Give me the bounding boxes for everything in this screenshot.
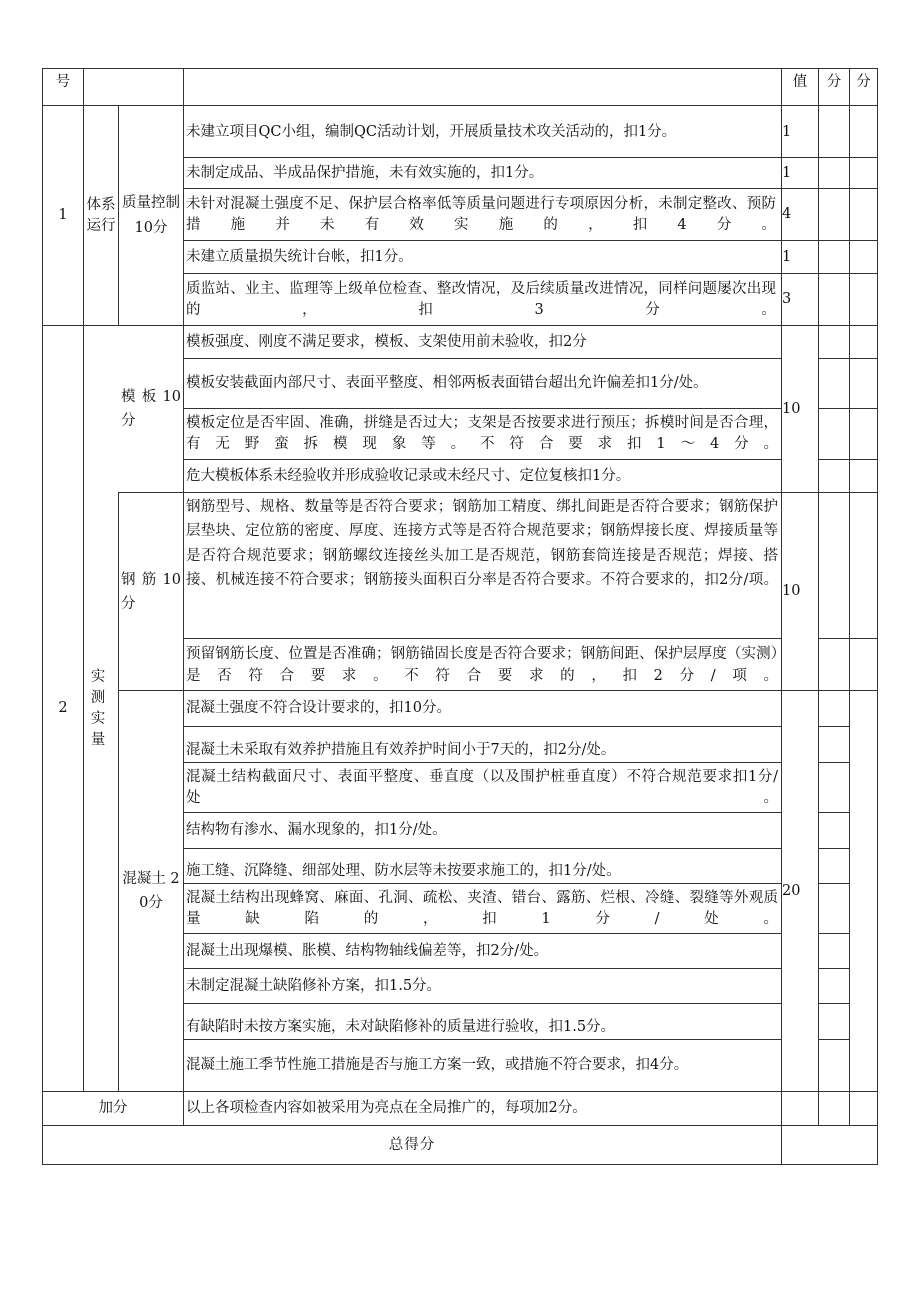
group-value: 10 (782, 400, 801, 417)
header-value: 值 (792, 73, 808, 90)
table-rule (183, 848, 781, 849)
criterion-value: 3 (782, 291, 792, 307)
table-rule (818, 812, 849, 813)
table-rule (818, 726, 849, 727)
criterion-text: 钢筋型号、规格、数量等是否符合要求；钢筋加工精度、绑扎间距是否符合要求；钢筋保护层垫块、定位筋的密度、厚度、连接方式等是否符合规范要求；钢筋焊接长度、焊接质量等是否符合规范要求；钢筋螺纹连接丝头加工是否规范，钢筋套筒连接是否规范；焊接、搭接、机械连接不符合要求；钢筋接头面积百分率是否符合要求。不符合要求的，扣2分/项。 (186, 499, 778, 588)
criterion-text: 混凝土未采取有效养护措施且有效养护时间小于7天的，扣2分/处。 (186, 742, 616, 758)
table-rule (818, 933, 849, 934)
criterion-text: 模板强度、刚度不满足要求，模板、支架使用前未验收，扣2分 (186, 334, 587, 350)
bonus-label: 加分 (98, 1100, 128, 1116)
section-category: 实测实量 (90, 668, 106, 748)
criterion-text: 质监站、业主、监理等上级单位检查、整改情况，及后续质量改进情况，同样问题屡次出现的，扣3分。 (186, 280, 776, 318)
table-rule (183, 68, 184, 1125)
table-rule (818, 1039, 849, 1040)
table-rule (183, 726, 781, 727)
header-no: 号 (55, 73, 71, 90)
criterion-text: 未建立项目QC小组，编制QC活动计划，开展质量技术攻关活动的，扣1分。 (186, 123, 677, 140)
table-rule (118, 492, 119, 1091)
table-rule (818, 358, 878, 359)
bonus-text: 以上各项检查内容如被采用为亮点在全局推广的，每项加2分。 (186, 1100, 587, 1116)
table-rule (42, 68, 878, 69)
criterion-text: 模板定位是否牢固、准确，拼缝是否过大；支架是否按要求进行预压；拆模时间是否合理，有无野蛮拆模现象等。不符合要求扣1～4分。 (186, 415, 778, 452)
table-rule (818, 968, 849, 969)
section-number: 2 (58, 700, 68, 716)
criterion-text: 模板安装截面内部尺寸、表面平整度、相邻两板表面错台超出允许偏差扣1分/处。 (186, 375, 708, 391)
criterion-text: 结构物有渗水、漏水现象的，扣1分/处。 (186, 822, 447, 838)
criterion-text: 混凝土施工季节性施工措施是否与施工方案一致，或措施不符合要求，扣4分。 (186, 1057, 689, 1073)
header-score: 分 (856, 73, 871, 90)
group-formwork: 模 板 10分 (121, 389, 181, 429)
section-category: 体系运行 (86, 196, 116, 234)
table-rule (118, 492, 878, 493)
criterion-text: 未针对混凝土强度不足、保护层合格率低等质量问题进行专项原因分析，未制定整改、预防措施并未有效实施的，扣4分。 (186, 195, 776, 233)
criterion-text: 有缺陷时未按方案实施，未对缺陷修补的质量进行验收，扣1.5分。 (186, 1019, 616, 1035)
table-rule (818, 762, 849, 763)
criterion-text: 预留钢筋长度、位置是否准确；钢筋锚固长度是否符合要求；钢筋间距、保护层厚度（实测）是否符合要求。不符合要求的，扣2分/项。 (186, 645, 778, 684)
group-rebar: 钢 筋 10分 (121, 571, 181, 612)
section-number: 1 (58, 207, 68, 223)
table-rule (818, 408, 878, 409)
criterion-text: 混凝土结构出现蜂窝、麻面、孔洞、疏松、夹渣、错台、露筋、烂根、冷缝、裂缝等外观质量缺陷的，扣1分/处。 (186, 889, 778, 927)
table-rule (118, 105, 119, 325)
table-rule (877, 68, 878, 1165)
criterion-text: 未制定混凝土缺陷修补方案，扣1.5分。 (186, 977, 442, 994)
group-value: 20 (782, 882, 801, 899)
total-score-cell[interactable] (782, 1126, 877, 1164)
table-rule (818, 68, 819, 1125)
criterion-value: 4 (782, 206, 792, 222)
table-rule (818, 459, 878, 460)
criterion-text: 混凝土强度不符合设计要求的，扣10分。 (186, 700, 451, 716)
table-rule (818, 848, 849, 849)
section-subcategory: 质量控制10分 (122, 194, 180, 236)
group-value: 10 (782, 583, 801, 599)
criterion-value: 1 (782, 123, 792, 140)
table-rule (849, 68, 850, 1125)
table-rule (818, 883, 849, 884)
criterion-value: 1 (782, 164, 792, 181)
criterion-text: 危大模板体系未经验收并形成验收记录或未经尺寸、定位复核扣1分。 (186, 467, 631, 484)
criterion-text: 未建立质量损失统计台帐，扣1分。 (186, 248, 413, 265)
criterion-text: 施工缝、沉降缝、细部处理、防水层等未按要求施工的，扣1分/处。 (186, 863, 621, 879)
table-rule (183, 1003, 781, 1004)
table-rule (42, 1164, 878, 1165)
criterion-text: 未制定成品、半成品保护措施，未有效实施的，扣1分。 (186, 164, 544, 181)
criterion-text: 混凝土结构截面尺寸、表面平整度、垂直度（以及围护桩垂直度）不符合规范要求扣1分/处。 (186, 768, 778, 806)
total-label: 总得分 (388, 1136, 436, 1153)
header-score: 分 (826, 73, 842, 90)
criterion-text: 混凝土出现爆模、胀模、结构物轴线偏差等，扣2分/处。 (186, 942, 549, 959)
group-concrete: 混凝土 20分 (122, 871, 180, 911)
table-rule (818, 638, 878, 639)
table-rule (818, 1003, 849, 1004)
criterion-value: 1 (782, 248, 792, 265)
